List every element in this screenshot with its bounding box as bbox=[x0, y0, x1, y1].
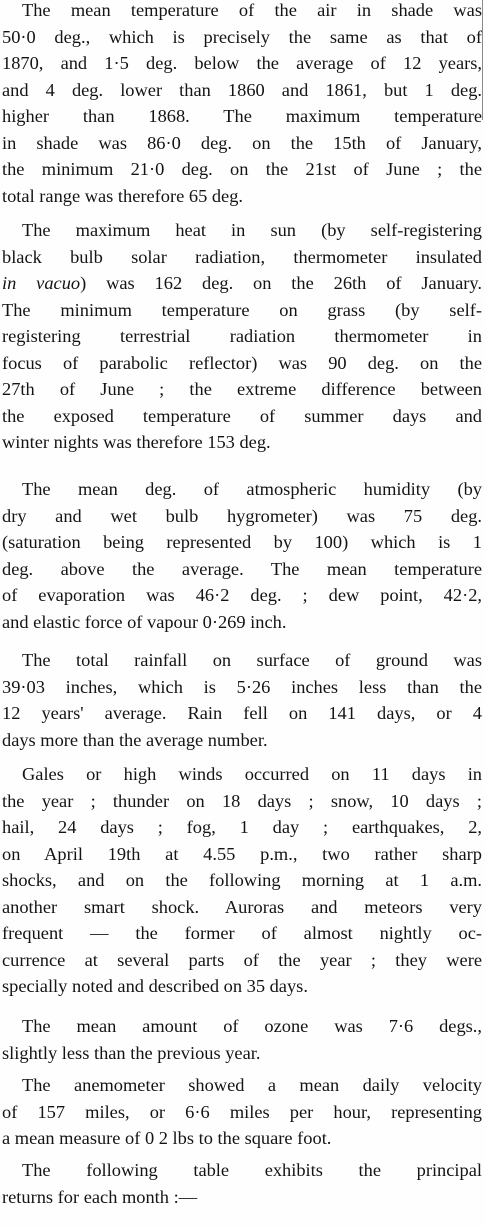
text-line: the minimum 21·0 deg. on the 21st of June ; the bbox=[2, 159, 482, 179]
text-line: 1870, and 1·5 deg. below the average of 12 years, bbox=[2, 53, 482, 73]
text-line: 39·03 inches, which is 5·26 inches less than the bbox=[2, 676, 482, 697]
text-line: focus of parabolic reflector) was 90 deg. on the bbox=[2, 352, 482, 373]
text-line: currence at several parts of the year ; they were bbox=[2, 949, 482, 970]
paragraph-gales bbox=[2, 761, 482, 1000]
text-line: registering terrestrial radiation thermometer in bbox=[2, 326, 482, 346]
text-line: dry and wet bulb hygrometer) was 75 deg. bbox=[2, 505, 482, 526]
text-line: The mean deg. of atmospheric humidity (by bbox=[22, 479, 482, 499]
text-line: The following table exhibits the principal bbox=[22, 1160, 482, 1180]
text-line: on April 19th at 4.55 p.m., two rather sharp bbox=[2, 843, 482, 864]
text-line: a mean measure of 0 2 lbs to the square foot. bbox=[2, 1128, 332, 1148]
text-line: the exposed temperature of summer days and bbox=[2, 405, 482, 426]
text-line: the year ; thunder on 18 days ; snow, 10 days ; bbox=[2, 790, 482, 811]
paragraph-table-intro bbox=[2, 1157, 482, 1210]
paragraph-anemometer bbox=[2, 1072, 482, 1152]
text-line: deg. above the average. The mean temperature bbox=[2, 558, 482, 579]
text-line: (saturation being represented by 100) which is 1 bbox=[2, 532, 482, 552]
text-line: of 157 miles, or 6·6 miles per hour, representing bbox=[2, 1101, 482, 1122]
text-line: higher than 1868. The maximum temperature bbox=[2, 106, 482, 126]
text-line: slightly less than the previous year. bbox=[2, 1042, 261, 1063]
text-line: total range was therefore 65 deg. bbox=[2, 185, 244, 206]
paragraph-rainfall bbox=[2, 647, 482, 753]
text-line: 12 years' average. Rain fell on 141 days, or 4 bbox=[2, 703, 482, 723]
paragraph-humidity bbox=[2, 476, 482, 635]
text-line: Gales or high winds occurred on 11 days in bbox=[22, 764, 482, 784]
text-line: and elastic force of vapour 0·269 inch. bbox=[2, 611, 287, 632]
column-rule bbox=[482, 0, 483, 120]
text-line: shocks, and on the following morning at 1 a.m. bbox=[2, 870, 482, 890]
text-line: of evaporation was 46·2 deg. ; dew point, 42·2, bbox=[2, 585, 482, 605]
paragraph-ozone bbox=[2, 1013, 482, 1066]
text-line: The mean amount of ozone was 7·6 degs., bbox=[22, 1016, 482, 1036]
text-line: another smart shock. Auroras and meteors very bbox=[2, 896, 482, 917]
text-line: The total rainfall on surface of ground was bbox=[22, 650, 482, 670]
text-line: black bulb solar radiation, thermometer insulated bbox=[2, 246, 482, 267]
paragraph-temperature bbox=[2, 0, 482, 209]
text-line: frequent — the former of almost nightly oc- bbox=[2, 923, 482, 943]
text-line: 50·0 deg., which is precisely the same as that of bbox=[2, 26, 482, 47]
text-line: The maximum heat in sun (by self-registering bbox=[22, 220, 482, 240]
text-line: specially noted and described on 35 days. bbox=[2, 976, 308, 996]
text-line: The mean temperature of the air in shade was bbox=[22, 0, 482, 20]
text-line: winter nights was therefore 153 deg. bbox=[2, 432, 271, 452]
text-line: hail, 24 days ; fog, 1 day ; earthquakes, 2, bbox=[2, 817, 482, 837]
text-line: 27th of June ; the extreme difference between bbox=[2, 379, 482, 399]
text-line: The anemometer showed a mean daily velocity bbox=[22, 1075, 482, 1095]
text-line: in shade was 86·0 deg. on the 15th of January, bbox=[2, 132, 482, 153]
text-line: returns for each month :— bbox=[2, 1186, 198, 1207]
text-line: and 4 deg. lower than 1860 and 1861, but 1 deg. bbox=[2, 79, 482, 100]
text-line: The minimum temperature on grass (by self- bbox=[2, 299, 482, 320]
text-line: in vacuo) was 162 deg. on the 26th of January. bbox=[2, 273, 482, 293]
paragraph-solar-radiation bbox=[2, 217, 482, 456]
text-line: days more than the average number. bbox=[2, 729, 268, 750]
